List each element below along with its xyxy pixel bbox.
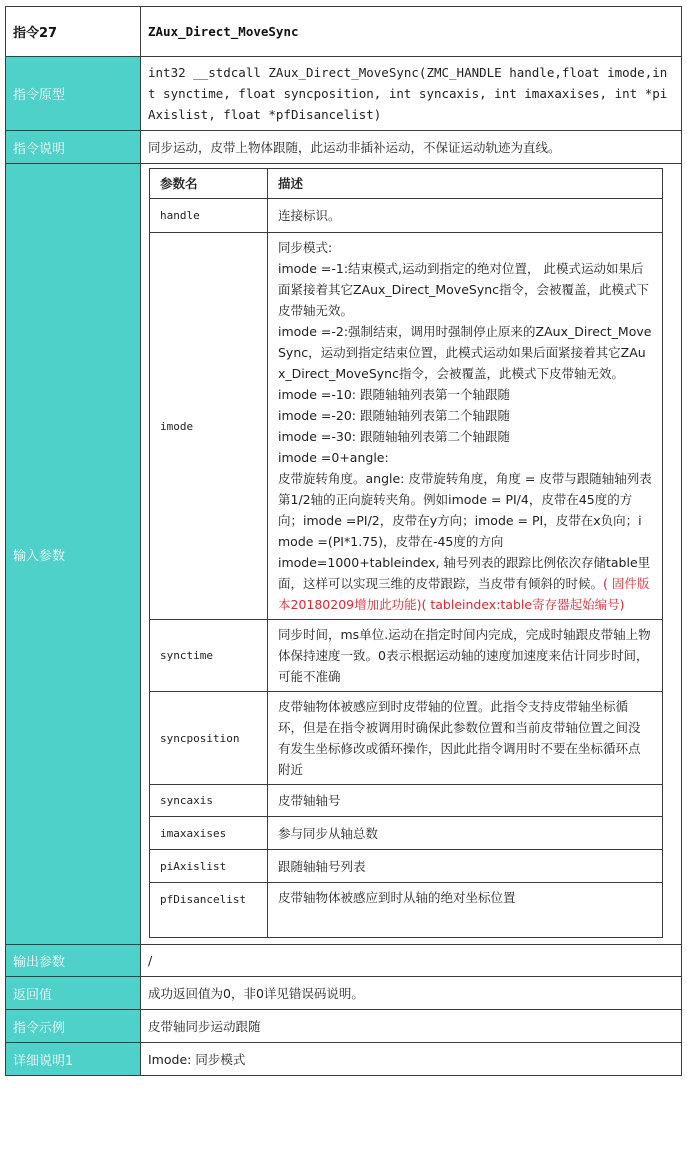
detail-row (6, 1043, 682, 1076)
param-desc: 跟随轴轴号列表 (268, 850, 663, 883)
example-row (6, 1010, 682, 1043)
param-desc-imode (268, 233, 663, 620)
imode-line: 同步模式: (278, 240, 333, 255)
param-row-piaxislist (150, 850, 663, 883)
imode-line: imode =0+angle: (278, 450, 389, 465)
imode-line: imode =-1:结束模式,运动到指定的绝对位置， 此模式运动如果后面紧接着其它ZAux_Direct_MoveSync指令，会被覆盖，此模式下皮带轴无效。 (278, 261, 650, 318)
firmware-note: ( 固件版本20180209增加此功能)( tableindex:table寄存器起始编号) (278, 576, 650, 612)
return-row (6, 977, 682, 1010)
param-desc: 同步时间，ms单位.运动在指定时间内完成，完成时轴跟皮带轴上物体保持速度一致。0表示根据运动轴的速度加速度来估计同步时间，可能不准确 (268, 620, 663, 692)
input-params-label: 输入参数 (6, 164, 141, 945)
imode-line: imode =-10: 跟随轴轴列表第一个轴跟随 (278, 387, 510, 402)
param-row-syncaxis (150, 785, 663, 817)
param-desc: 皮带轴物体被感应到时从轴的绝对坐标位置 (268, 883, 663, 938)
param-row-pfdisancelist (150, 883, 663, 938)
output-row (6, 945, 682, 977)
header-label: 指令27 (6, 7, 141, 57)
return-value: 成功返回值为0，非0详见错误码说明。 (141, 977, 682, 1010)
example-value: 皮带轴同步运动跟随 (141, 1010, 682, 1043)
api-reference-table (5, 6, 682, 1076)
input-params-cell (141, 164, 682, 945)
param-desc: 皮带轴物体被感应到时皮带轴的位置。此指令支持皮带轴坐标循环，但是在指令被调用时确保此参数位置和当前皮带轴位置之间没有发生坐标修改或循环操作，因此此指令调用时不要在坐标循环点附近 (268, 692, 663, 785)
return-label: 返回值 (6, 977, 141, 1010)
prototype-label: 指令原型 (6, 57, 141, 131)
header-row (6, 7, 682, 57)
params-table (149, 168, 663, 938)
description-text: 同步运动，皮带上物体跟随，此运动非插补运动，不保证运动轨迹为直线。 (141, 131, 682, 164)
param-row-imode (150, 233, 663, 620)
imode-line-last (278, 552, 652, 615)
param-name: syncposition (150, 692, 268, 785)
imode-tableindex-text: imode=1000+tableindex, 轴号列表的跟踪比例依次存储table里面，这样可以实现三维的皮带跟踪，当皮带有倾斜的时候。 (278, 555, 651, 591)
param-row-syncposition (150, 692, 663, 785)
detail-value: Imode: 同步模式 (141, 1043, 682, 1076)
param-row-synctime (150, 620, 663, 692)
param-name: imaxaxises (150, 817, 268, 850)
detail-label: 详细说明1 (6, 1043, 141, 1076)
example-label: 指令示例 (6, 1010, 141, 1043)
param-name: piAxislist (150, 850, 268, 883)
param-name: pfDisancelist (150, 883, 268, 938)
prototype-text: int32 __stdcall ZAux_Direct_MoveSync(ZMC_HANDLE handle,float imode,int synctime, float syncposition, int syncaxis, int imaxaxises, int *piAxislist, float *pfDisancelist) (141, 57, 682, 131)
output-label: 输出参数 (6, 945, 141, 977)
param-name: handle (150, 199, 268, 233)
description-label: 指令说明 (6, 131, 141, 164)
param-row-imaxaxises (150, 817, 663, 850)
col-header-desc: 描述 (268, 169, 663, 199)
imode-line: imode =-30: 跟随轴轴列表第二个轴跟随 (278, 429, 510, 444)
function-name: ZAux_Direct_MoveSync (141, 7, 682, 57)
param-name: syncaxis (150, 785, 268, 817)
param-name: synctime (150, 620, 268, 692)
col-header-name: 参数名 (150, 169, 268, 199)
output-value: / (141, 945, 682, 977)
imode-line: imode =-20: 跟随轴轴列表第二个轴跟随 (278, 408, 510, 423)
param-desc: 连接标识。 (268, 199, 663, 233)
param-desc: 参与同步从轴总数 (268, 817, 663, 850)
param-name: imode (150, 233, 268, 620)
imode-line: imode =-2:强制结束，调用时强制停止原来的ZAux_Direct_MoveSync，运动到指定结束位置，此模式运动如果后面紧接着其它ZAux_Direct_MoveSync指令，会被覆盖，此模式下皮带轴无效。 (278, 324, 652, 381)
input-params-row (6, 164, 682, 945)
description-row (6, 131, 682, 164)
params-header-row (150, 169, 663, 199)
prototype-row (6, 57, 682, 131)
imode-line: 皮带旋转角度。angle: 皮带旋转角度，角度 = 皮带与跟随轴轴列表第1/2轴的正向旋转夹角。例如imode = PI/4，皮带在45度的方向；imode =PI/2，皮带在y方向；imode = PI，皮带在x负向；imode =(PI*1.75)，皮带在-45度的方向 (278, 471, 652, 549)
param-desc: 皮带轴轴号 (268, 785, 663, 817)
param-row-handle (150, 199, 663, 233)
